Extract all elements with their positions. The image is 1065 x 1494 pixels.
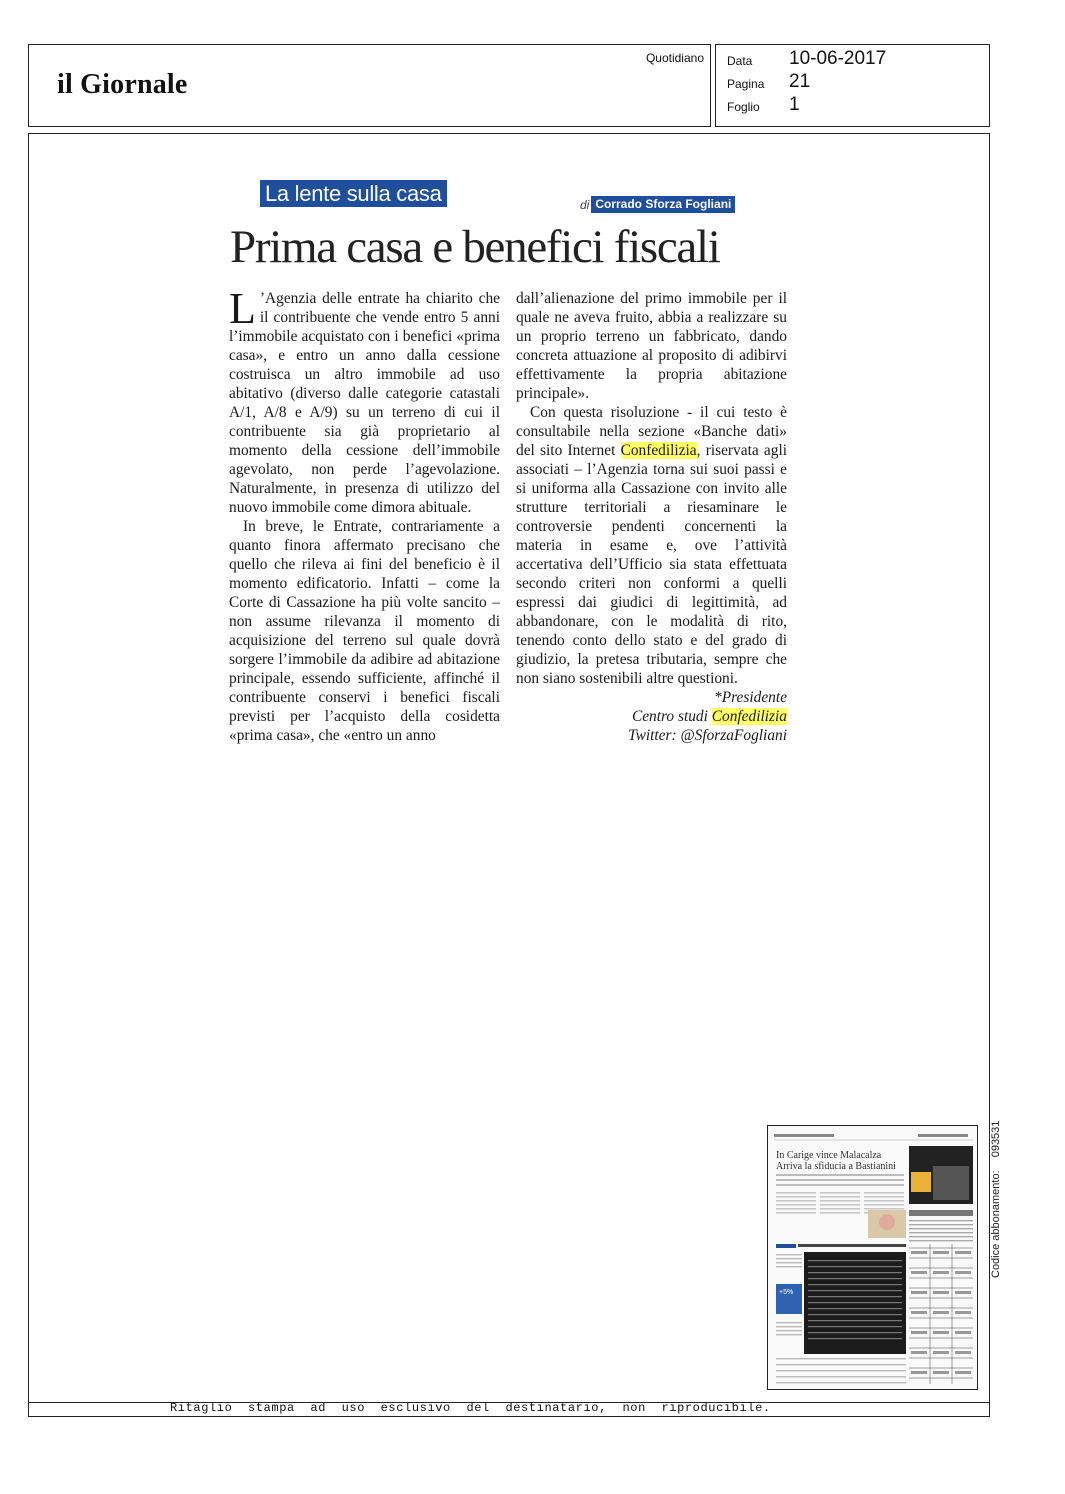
- publication-type: Quotidiano: [645, 51, 704, 65]
- paragraph-1: [229, 284, 500, 517]
- paragraph-2-continued: dall’alienazione del primo immobile per il quale ne aveva fruito, abbia a realizzare su un proprio terreno un fabbricato, dando concreta attuazione al proposito di adibirvi effettivamente la propria abitazione principale».: [516, 290, 787, 402]
- article-headline: Prima casa e benefici fiscali: [230, 221, 720, 273]
- footer-disclaimer: Ritaglio stampa ad uso esclusivo del destinatario, non riproducibile.: [170, 1401, 771, 1415]
- subscription-value: 093531: [990, 1120, 1002, 1158]
- date-label: Data: [727, 54, 753, 68]
- author-signature: [516, 688, 787, 745]
- paragraph-3-text-a: Con questa risoluzione - il cui testo è consultabile nella sezione «Banche dati» del sito Internet: [516, 404, 787, 459]
- paragraph-2: In breve, le Entrate, contrariamente a quanto finora affermato precisano che quello che rileva ai fini del beneficio è il momento edificatorio. Infatti – come la Corte di Cassazione ha più volte sancito – non assume rilevanza il momento di acquisizione del terreno sul quale dovrà sorgere l’immobile da adibire ad abitazione principale, essendo sufficiente, affinché il contribuente conservi i benefici fiscali previsti per l’acquisto della cosidetta «prima casa», che «entro un anno: [229, 518, 500, 744]
- thumbnail-badge: +5%: [779, 1289, 794, 1296]
- signature-twitter: Twitter: @SforzaFogliani: [628, 727, 787, 744]
- sheet-label: Foglio: [727, 100, 760, 114]
- section-kicker: La lente sulla casa: [260, 180, 447, 207]
- drop-cap: L: [229, 284, 256, 333]
- date-value: 10-06-2017: [789, 48, 887, 69]
- masthead-box: [28, 44, 711, 127]
- subscription-label: Codice abbonamento:: [990, 1170, 1002, 1278]
- article-column-2: [516, 289, 787, 745]
- signature-org: [516, 707, 787, 726]
- byline-author: Corrado Sforza Fogliani: [591, 196, 735, 213]
- byline-prefix: di: [580, 197, 590, 212]
- thumbnail-headline-1: In Carige vince Malacalza: [776, 1150, 882, 1161]
- meta-box: [715, 44, 990, 127]
- signature-org-highlight: Confedilizia: [711, 708, 787, 725]
- subscription-code: [990, 1120, 1008, 1278]
- highlighted-term: Confedilizia: [620, 442, 697, 459]
- signature-role: *Presidente: [714, 689, 787, 706]
- page-thumbnail: [767, 1125, 978, 1390]
- paragraph-3-text-b: , riservata agli associati – l’Agenzia torna sui suoi passi e si uniforma alla Cassazione con invito alle strutture territoriali a riesaminare le controversie pendenti concernenti la materia in esame e, ove l’attività accertativa dell’Ufficio sia stata effettuata secondo criteri non conformi a quelli espressi dai giudici di legittimità, ad abbandonare, con le modalità di rito, tenendo conto dello stato e del grado di giudizio, la pretesa tributaria, sempre che non siano sostenibili altre questioni.: [516, 442, 787, 687]
- publication-name: il Giornale: [57, 69, 188, 100]
- paragraph-1-text: ’Agenzia delle entrate ha chiarito che il contribuente che vende entro 5 anni l’immobile acquistato con i benefici «prima casa», e entro un anno dalla cessione costruisca un altro immobile ad uso abitativo (diverso dalle categorie catastali A/1, A/8 e A/9) su un terreno di cui il contribuente sia già proprietario al momento della cessione dell’immobile agevolato, non perde l’agevolazione. Naturalmente, in presenza di utilizzo del nuovo immobile come dimora abituale.: [229, 290, 500, 516]
- thumbnail-headline-2: Arriva la sfiducia a Bastianini: [776, 1161, 896, 1172]
- thumbnail-drawing: [768, 1126, 979, 1391]
- sheet-value: 1: [789, 94, 800, 115]
- byline: [580, 196, 735, 213]
- article-column-1: [229, 284, 500, 745]
- signature-org-prefix: Centro studi: [631, 708, 712, 725]
- paragraph-3: [516, 403, 787, 688]
- page-value: 21: [789, 71, 811, 92]
- page-label: Pagina: [727, 77, 765, 91]
